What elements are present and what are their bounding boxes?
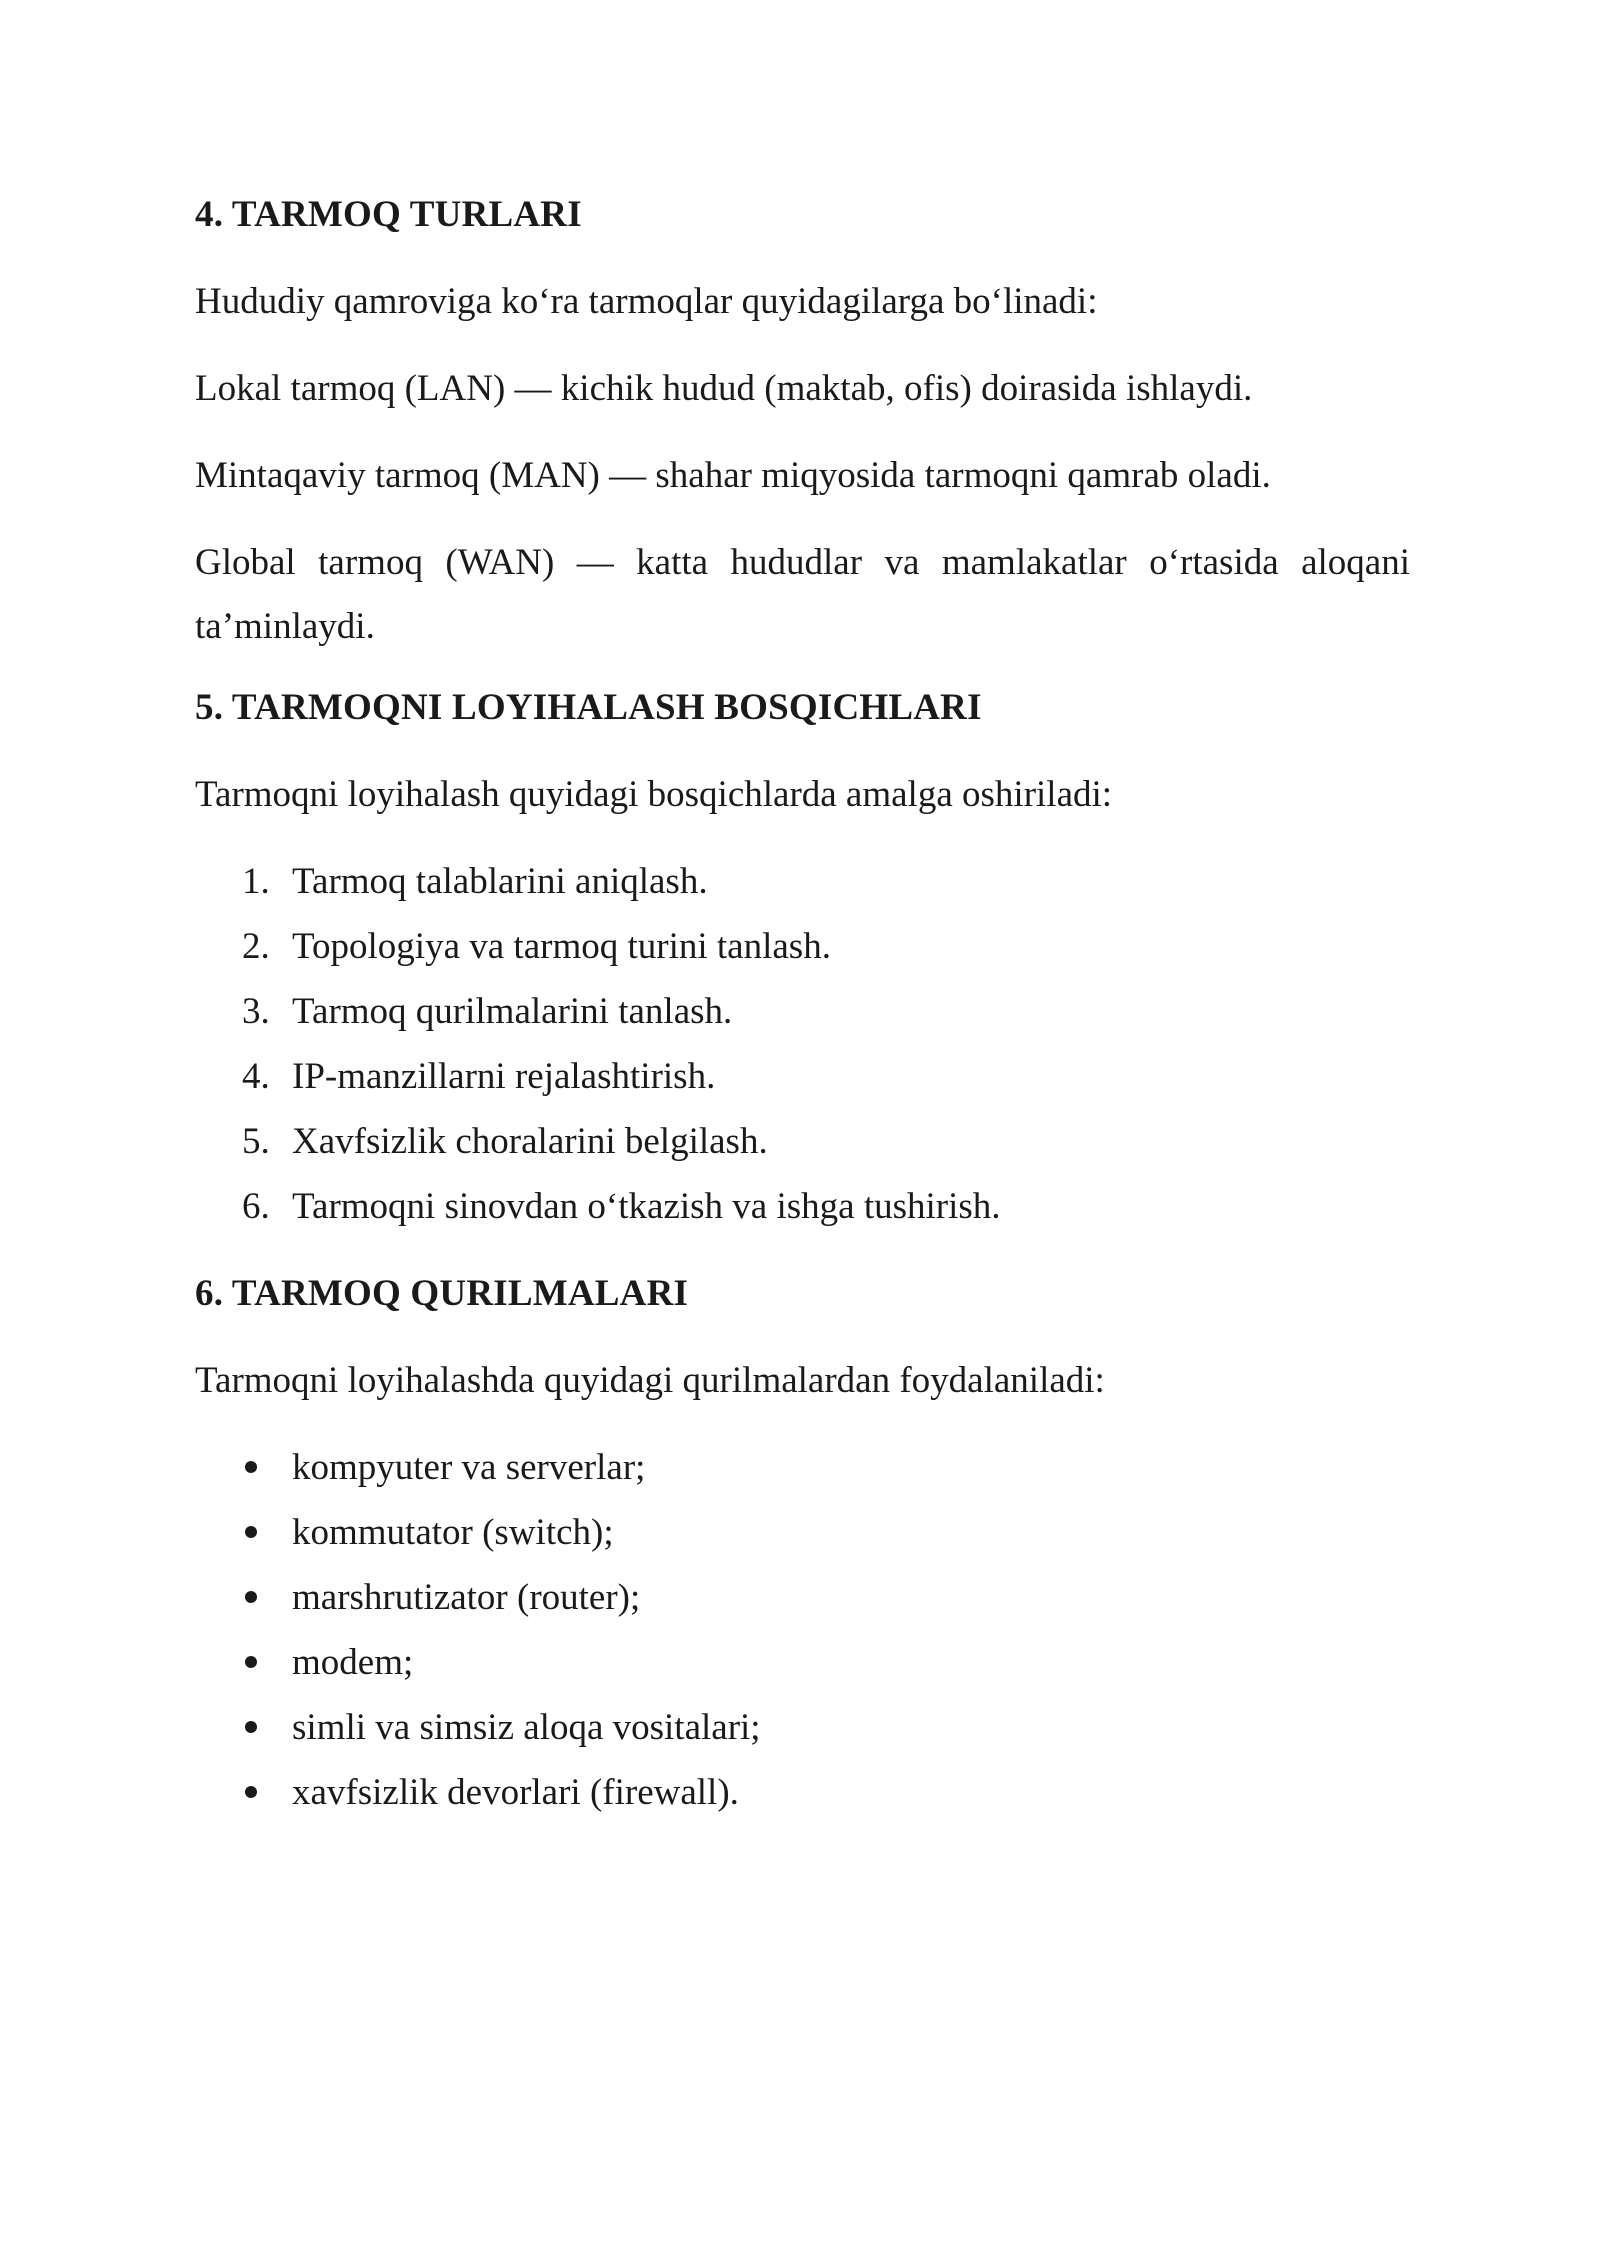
- list-item: [195, 855, 1410, 909]
- list-item: [195, 1441, 1410, 1495]
- list-item: [195, 1636, 1410, 1690]
- list-number: 1.: [242, 861, 270, 902]
- list-item: [195, 1701, 1410, 1755]
- list-item-text: Tarmoqni sinovdan o‘tkazish va ishga tushirish.: [292, 1186, 1001, 1227]
- list-item-text: Xavfsizlik choralarini belgilash.: [292, 1121, 768, 1162]
- list-item: [195, 1766, 1410, 1820]
- bullet-icon: [245, 1786, 257, 1798]
- list-item: [195, 1506, 1410, 1560]
- section-heading: 5. TARMOQNI LOYIHALASH BOSQICHLARI: [195, 687, 982, 728]
- section-intro: Hududiy qamroviga ko‘ra tarmoqlar quyidagilarga bo‘linadi:: [195, 281, 1098, 322]
- list-item: [195, 1571, 1410, 1625]
- list-number: 5.: [242, 1121, 270, 1162]
- list-item: [195, 920, 1410, 974]
- section-heading: 4. TARMOQ TURLARI: [195, 194, 582, 235]
- list-item-text: kompyuter va serverlar;: [292, 1447, 646, 1488]
- list-item-text: Topologiya va tarmoq turini tanlash.: [292, 926, 831, 967]
- list-number: 3.: [242, 991, 270, 1032]
- list-item-text: kommutator (switch);: [292, 1512, 614, 1553]
- bullet-list: [195, 1441, 1410, 1820]
- list-number: 2.: [242, 926, 270, 967]
- section-heading: 6. TARMOQ QURILMALARI: [195, 1273, 689, 1314]
- list-item-text: IP-manzillarni rejalashtirish.: [292, 1056, 716, 1097]
- list-item: [195, 985, 1410, 1039]
- bullet-icon: [245, 1656, 257, 1668]
- numbered-list: [195, 855, 1410, 1234]
- paragraph-wan: Global tarmoq (WAN) — katta hududlar va mamlakatlar o‘rtasida aloqani ta’minlaydi.: [195, 542, 1410, 647]
- paragraph-man: Mintaqaviy tarmoq (MAN) — shahar miqyosida tarmoqni qamrab oladi.: [195, 455, 1271, 496]
- list-item-text: marshrutizator (router);: [292, 1577, 641, 1618]
- paragraph-lan: Lokal tarmoq (LAN) — kichik hudud (maktab, ofis) doirasida ishlaydi.: [195, 368, 1253, 409]
- bullet-icon: [245, 1721, 257, 1733]
- bullet-icon: [245, 1591, 257, 1603]
- list-item-text: Tarmoq qurilmalarini tanlash.: [292, 991, 733, 1032]
- list-item-text: Tarmoq talablarini aniqlash.: [292, 861, 708, 902]
- list-item-text: simli va simsiz aloqa vositalari;: [292, 1707, 761, 1748]
- list-item: [195, 1115, 1410, 1169]
- section-intro: Tarmoqni loyihalashda quyidagi qurilmalardan foydalaniladi:: [195, 1360, 1105, 1401]
- bullet-icon: [245, 1461, 257, 1473]
- list-item-text: modem;: [292, 1642, 414, 1683]
- document-page: [195, 188, 1410, 1853]
- bullet-icon: [245, 1526, 257, 1538]
- list-number: 4.: [242, 1056, 270, 1097]
- list-item: [195, 1180, 1410, 1234]
- list-number: 6.: [242, 1186, 270, 1227]
- list-item-text: xavfsizlik devorlari (firewall).: [292, 1772, 739, 1813]
- section-intro: Tarmoqni loyihalash quyidagi bosqichlarda amalga oshiriladi:: [195, 774, 1113, 815]
- list-item: [195, 1050, 1410, 1104]
